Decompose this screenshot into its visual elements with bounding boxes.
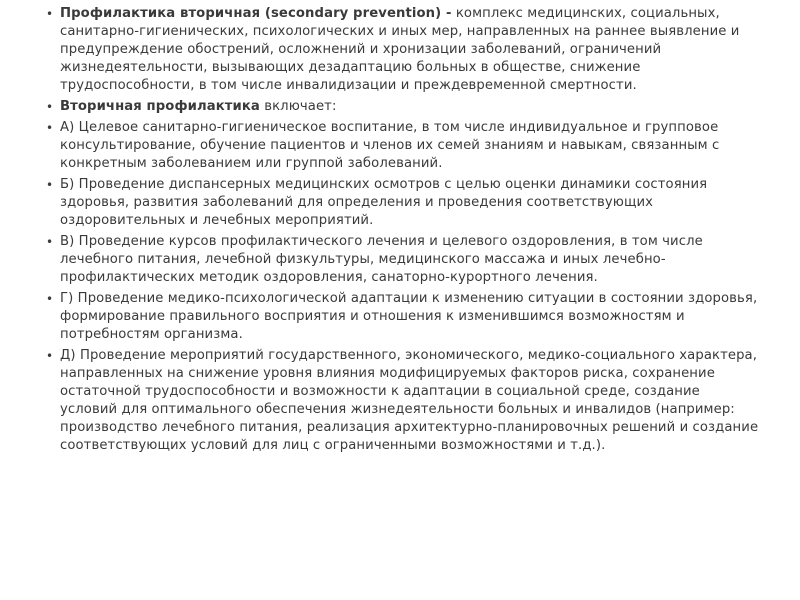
bullet-icon: •: [46, 349, 54, 363]
bullet-text: Г) Проведение медико-психологической адаптации к изменению ситуации в состоянии здоровья, формирование правильного восприятия и отношения к изменившимся возможностям и потребностям организма.: [60, 291, 758, 342]
bullet-text: Д) Проведение мероприятий государственного, экономического, медико-социального характера, направленных на снижение уровня влияния модифицируемых факторов риска, сохранение остаточной трудоспособности и возможности к адаптации в социальной среде, создание условий для оптимального обеспечения жизнедеятельности больных и инвалидов (например: производство лечебного питания, реализация архитектурно-планировочных решений и создание соответствующих условий для лиц с ограниченными возможностями и т.д.).: [60, 348, 759, 453]
bullet-icon: •: [46, 178, 54, 192]
bullet-icon: •: [46, 292, 54, 306]
bullet-item-includes: [44, 98, 760, 116]
bullet-item-definition: [44, 5, 760, 95]
bullet-icon: •: [46, 100, 54, 114]
bullet-text: Б) Проведение диспансерных медицинских осмотров с целью оценки динамики состояния здоровья, развития заболеваний для определения и проведения соответствующих оздоровительных и лечебных мероприятий.: [60, 177, 708, 228]
bullet-item-a: [44, 119, 760, 173]
bullet-bold-text: Профилактика вторичная (secondary prevention) -: [60, 6, 452, 21]
bullet-bold-text: Вторичная профилактика: [60, 99, 260, 114]
bullet-text: включает:: [259, 99, 337, 114]
bullet-text: комплекс медицинских, социальных, санитарно-гигиенических, психологических и иных мер, направленных на раннее выявление и предупреждение обострений, осложнений и хронизации заболеваний, ограничений жизнедеятельности, вызывающих дезадаптацию больных в обществе, снижение трудоспособности, в том числе инвалидизации и преждевременной смертности.: [60, 6, 740, 93]
bullet-list: [44, 5, 760, 458]
bullet-item-b: [44, 176, 760, 230]
bullet-item-g: [44, 290, 760, 344]
bullet-icon: •: [46, 235, 54, 249]
bullet-item-v: [44, 233, 760, 287]
bullet-icon: •: [46, 121, 54, 135]
bullet-text: В) Проведение курсов профилактического лечения и целевого оздоровления, в том числе лечебного питания, лечебной физкультуры, медицинского массажа и иных лечебно-профилактических методик оздоровления, санаторно-курортного лечения.: [60, 234, 703, 285]
bullet-item-d: [44, 347, 760, 455]
bullet-icon: •: [46, 7, 54, 21]
bullet-text: А) Целевое санитарно-гигиеническое воспитание, в том числе индивидуальное и групповое консультирование, обучение пациентов и членов их семей знаниям и навыкам, связанным с конкретным заболеванием или группой заболеваний.: [60, 120, 720, 171]
